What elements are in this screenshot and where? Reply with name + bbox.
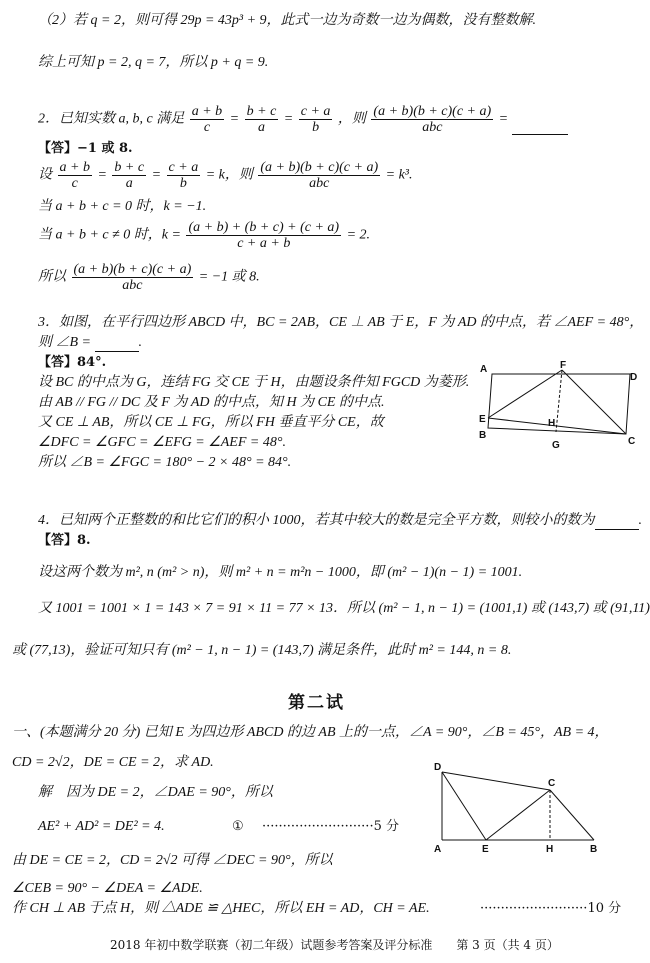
label-e: E [479, 414, 486, 425]
solution-line2: 由 DE = CE = 2，CD = 2√2 可得 ∠DEC = 90°，所以 [12, 853, 333, 868]
equation-1: AE² + AD² = DE² = 4. [38, 819, 165, 834]
segment-cb [550, 790, 594, 840]
segment-fc [562, 370, 626, 434]
label-c: C [548, 778, 556, 789]
label-e: E [482, 844, 489, 855]
label-a: A [480, 364, 488, 375]
label-b: B [590, 844, 598, 855]
label-h: H [548, 418, 556, 429]
label-b: B [479, 430, 487, 441]
problem-4-step2: 又 1001 = 1001 × 1 = 143 × 7 = 91 × 11 = 77 × 13．所以 (m² − 1, n − 1) = (1001,1) 或 (143,7) 或 (91,11) [38, 601, 650, 616]
problem-4-answer: 【答】8. [38, 533, 91, 548]
fraction: $\frac{c + a}{b}$ [300, 104, 331, 135]
problem-3-answer: 【答】84°. [38, 355, 107, 370]
part2-problem-line2: CD = 2√2，DE = CE = 2，求 AD. [12, 755, 214, 770]
segment-dc [442, 772, 550, 790]
problem-3-line2: 则 ∠B = . [38, 335, 142, 350]
fraction: $\frac{(a + b)(b + c)(c + a)}{\text{abc}}$ [373, 104, 492, 135]
fraction: $\frac{b + c}{a}$ [246, 104, 277, 135]
problem-2-case2: 当 a + b + c ≠ 0 时，k = $\frac{(a + b) + (b + c) + (c + a)}{c + a + b}$ = 2. [38, 220, 371, 251]
answer-blank [95, 337, 139, 352]
label-g: G [552, 440, 560, 451]
problem-2-conclusion: 所以 $\frac{(a + b)(b + c)(c + a)}{\text{abc}}$ = −1 或 8. [38, 262, 260, 293]
equation-number: ① [232, 819, 244, 834]
page-footer: 2018 年初中数学联赛（初二年级）试题参考答案及评分标准 第 3 页（共 4 页） [110, 938, 559, 952]
problem-2-prefix: 2．已知实数 a, b, c 满足 [38, 111, 185, 127]
segment-fe [488, 370, 562, 418]
case-q2-line: （2）若 q = 2，则可得 29p = 43p³ + 9，此式一边为奇数一边为偶数，没有整数解. [38, 13, 537, 28]
label-c: C [628, 436, 636, 447]
problem-2-answer: 【答】−1 或 8. [38, 141, 133, 156]
answer-blank [595, 515, 639, 530]
solution-line4: 作 CH ⊥ AB 于点 H，则 △ADE ≌ △HEC，所以 EH = AD，CH = AE. [12, 901, 430, 916]
problem-4-line1: 4．已知两个正整数的和比它们的积小 1000，若其中较大的数是完全平方数，则较小的数为 . [38, 513, 642, 528]
part2-problem-line1: 一、(本题满分 20 分) 已知 E 为四边形 ABCD 的边 AB 上的一点，∠A = 90°，∠B = 45°，AB = 4， [12, 725, 609, 740]
quadrilateral-figure [430, 760, 620, 856]
problem-2-case1: 当 a + b + c = 0 时，k = −1. [38, 199, 207, 214]
solution-line3: ∠CEB = 90° − ∠DEA = ∠ADE. [12, 881, 203, 896]
problem-3-step2: 由 AB // FG // DC 及 F 为 AD 的中点，知 H 为 CE 的中点. [38, 395, 385, 410]
problem-2-statement: 2．已知实数 a, b, c 满足 $\frac{a + b}{c}$ = $\frac{b + c}{a}$ = $\frac{c + a}{b}$ ，则 $\frac{(a + b)(b + c)(c + a)}{\text{abc}}$ = [38, 104, 568, 135]
fraction: $\frac{a + b}{c}$ [191, 104, 223, 135]
segment-fg [556, 370, 562, 432]
solution-line1: 解 因为 DE = 2，∠DAE = 90°，所以 [38, 785, 273, 800]
segment-ec [486, 790, 550, 840]
conclusion-line: 综上可知 p = 2, q = 7，所以 p + q = 9. [38, 55, 269, 70]
problem-3-step4: ∠DFC = ∠GFC = ∠EFG = ∠AEF = 48°. [38, 435, 286, 450]
problem-3-step3: 又 CE ⊥ AB，所以 CE ⊥ FG，所以 FH 垂直平分 CE，故 [38, 415, 384, 430]
problem-3-step5: 所以 ∠B = ∠FGC = 180° − 2 × 48° = 84°. [38, 455, 292, 470]
label-f: F [560, 360, 567, 371]
label-d: D [630, 372, 638, 383]
answer-blank [512, 120, 568, 135]
section-title: 第二试 [288, 693, 345, 713]
score-marker-10: ··························10 分 [480, 901, 622, 916]
segment-de [442, 772, 486, 840]
problem-2-let-line: 设 $\frac{a + b}{c}$ = $\frac{b + c}{a}$ = $\frac{c + a}{b}$ = k，则 $\frac{(a + b)(b + c)(c + a)}{\text{abc}}$ = k³. [38, 160, 413, 191]
problem-4-step3: 或 (77,13)，验证可知只有 (m² − 1, n − 1) = (143,7) 满足条件，此时 m² = 144, n = 8. [12, 643, 512, 658]
problem-4-step1: 设这两个数为 m², n (m² > n)，则 m² + n = m²n − 1000，即 (m² − 1)(n − 1) = 1001. [38, 565, 523, 580]
label-a: A [434, 844, 442, 855]
problem-3-step1: 设 BC 的中点为 G，连结 FG 交 CE 于 H，由题设条件知 FGCD 为菱形. [38, 375, 470, 390]
parallelogram-figure [478, 360, 638, 460]
score-marker-5: ···························5 分 [262, 819, 399, 834]
problem-3-line1: 3．如图，在平行四边形 ABCD 中，BC = 2AB，CE ⊥ AB 于 E，F 为 AD 的中点，若 ∠AEF = 48°， [38, 315, 644, 330]
label-h: H [546, 844, 554, 855]
label-d: D [434, 762, 442, 773]
